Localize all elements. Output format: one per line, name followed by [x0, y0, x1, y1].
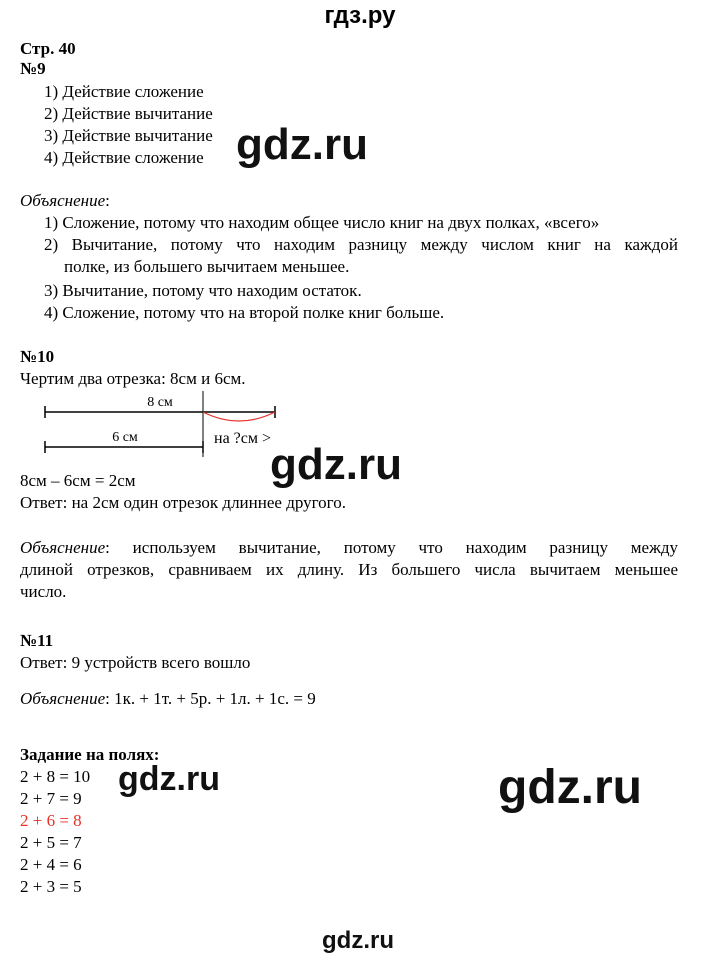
margin-task-title: Задание на полях: — [20, 745, 160, 764]
explanation-label: Объяснение — [20, 538, 106, 557]
task10-answer: Ответ: на 2см один отрезок длиннее другого. — [20, 493, 346, 512]
margin-equation: 2 + 7 = 9 — [20, 789, 82, 808]
watermark: gdz.ru — [270, 440, 402, 489]
explanation-text: : используем вычитание, потому что находим разницу между — [105, 538, 678, 557]
task9-title: №9 — [20, 59, 46, 78]
explanation-text: : 1к. + 1т. + 5р. + 1л. + 1с. = 9 — [105, 689, 316, 708]
label-8cm: 8 см — [147, 395, 173, 410]
margin-equation-highlighted: 2 + 6 = 8 — [20, 811, 82, 830]
watermark: gdz.ru — [118, 760, 220, 798]
difference-arc — [203, 412, 275, 421]
task9-explanation-line: 1) Сложение, потому что находим общее число книг на двух полках, «всего» — [44, 213, 600, 232]
task10-equation: 8см – 6см = 2см — [20, 471, 136, 490]
margin-equation: 2 + 5 = 7 — [20, 833, 82, 852]
task9-explanation-line: полке, из большего вычитаем меньшее. — [64, 257, 350, 276]
site-header: гдз.ру — [324, 2, 396, 29]
task9-item: 4) Действие сложение — [44, 148, 204, 167]
watermark: gdz.ru — [236, 120, 368, 169]
segments-diagram — [0, 385, 300, 465]
task10-explanation-line: длиной отрезков, сравниваем их длину. Из большего числа вычитаем меньшее — [20, 560, 678, 579]
task9-explanation-heading — [20, 190, 110, 212]
task9-explanation-line: 2) Вычитание, потому что находим разницу между числом книг на каждой — [44, 235, 678, 254]
task11-answer: Ответ: 9 устройств всего вошло — [20, 653, 251, 672]
page-number: Стр. 40 — [20, 39, 76, 58]
margin-equation: 2 + 8 = 10 — [20, 767, 91, 786]
task9-item: 3) Действие вычитание — [44, 126, 213, 145]
task10-explanation-line — [20, 537, 678, 559]
explanation-colon: : — [105, 191, 110, 210]
task9-explanation-line: 4) Сложение, потому что на второй полке книг больше. — [44, 303, 445, 322]
label-difference: на ?см > — [214, 430, 272, 447]
watermark: gdz.ru — [322, 927, 394, 954]
task10-title: №10 — [20, 347, 55, 366]
task9-explanation-line: 3) Вычитание, потому что находим остаток. — [44, 281, 362, 300]
task10-explanation-line: число. — [20, 582, 67, 601]
task11-title: №11 — [20, 631, 54, 650]
task9-item: 1) Действие сложение — [44, 82, 204, 101]
task10-intro: Чертим два отрезка: 8см и 6см. — [20, 369, 246, 388]
task11-explanation — [20, 688, 316, 710]
explanation-label: Объяснение — [20, 191, 106, 210]
margin-equation: 2 + 4 = 6 — [20, 855, 82, 874]
margin-equation: 2 + 3 = 5 — [20, 877, 82, 896]
label-6cm: 6 см — [112, 430, 138, 445]
task9-item: 2) Действие вычитание — [44, 104, 213, 123]
watermark: gdz.ru — [498, 761, 642, 814]
explanation-label: Объяснение — [20, 689, 106, 708]
